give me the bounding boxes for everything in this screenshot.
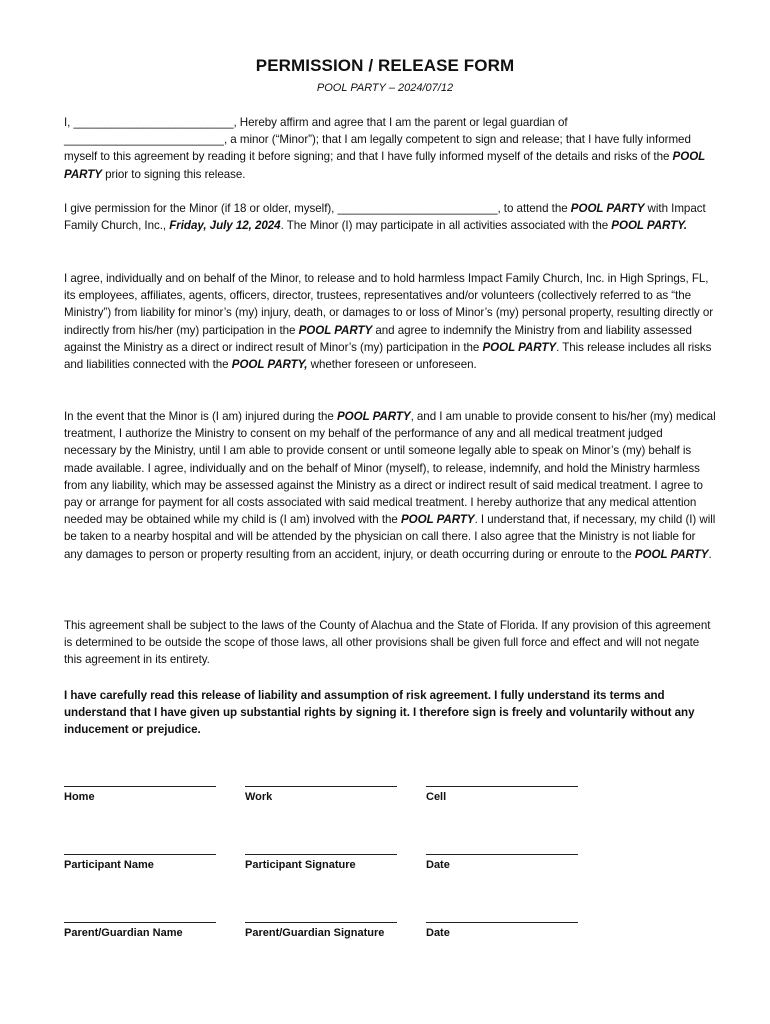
signature-row-phone (64, 780, 724, 820)
event-name: POOL PARTY (298, 323, 373, 337)
field-label: Work (245, 791, 273, 803)
participant-date-field[interactable] (426, 848, 586, 871)
guardian-date-field[interactable] (426, 916, 586, 939)
release-text-4: whether foreseen or unforeseen. (307, 358, 477, 372)
home-phone-field[interactable] (64, 780, 224, 803)
work-phone-field[interactable] (245, 780, 405, 803)
field-label: Date (426, 927, 450, 939)
medical-text-2: , and I am unable to provide consent to his/her (my) medical treatment, I authorize the Ministry to consent on my behalf of the performance of any and all medical treatment judged necessary by the Ministry, until I am able to provide consent or until someone legally able to speak on Minor’s (my) behalf is made available. I agree, individually and on the behalf of Minor (myself), to release, indemnify, and hold the Ministry harmless from any liability, which may be assessed against the Ministry as a direct or indirect result of said medical treatment. I agree to pay or arrange for payment for all costs associated with said medical treatment. I hereby authorize that any medical attention needed may be obtained while my child is (I am) involved with the (64, 410, 716, 527)
signature-line (426, 786, 578, 787)
permission-paragraph (64, 200, 716, 234)
release-text-2: and agree to indemnify the Ministry from and liability assessed against the Ministry as a direct or indirect result of Minor’s (my) participation in the (64, 323, 692, 354)
field-label: Home (64, 791, 95, 803)
release-text: I agree, individually and on behalf of the Minor, to release and to hold harmless Impact Family Church, Inc. in High Springs, FL, its employees, affiliates, agents, officers, director, trustees, representatives and/or volunteers (collectively referred to as “the Ministry”) from liability for minor’s (my) injury, death, or damages to or loss of Minor’s (my) personal property, resulting directly or indirectly from his/her (my) participation in the (64, 272, 714, 337)
medical-paragraph (64, 408, 716, 563)
signature-line (64, 854, 216, 855)
field-label: Cell (426, 791, 447, 803)
event-name: POOL PARTY (570, 202, 645, 215)
signature-line (64, 786, 216, 787)
release-text-3: . This release includes all risks and liabilities connected with the (64, 340, 712, 372)
affirmation-text: I, _________________________, Hereby affirm and agree that I am the parent or legal guardian of _________________________, a minor (“Minor”); that I am legally competent to sign and release; that I have fully informed myself to this agreement by reading it before signing; and that I have fully informed myself of the details and risks of the (64, 116, 691, 164)
signature-line (245, 786, 397, 787)
medical-text: In the event that the Minor is (I am) injured during the (64, 410, 337, 423)
signature-line (64, 922, 216, 923)
medical-text-3: . I understand that, if necessary, my child (I) will be taken to a nearby hospital and will be attended by the physician on call there. I also agree that the Ministry is not liable for any damages to person or property resulting from an accident, injury, or death occurring during or enroute to the (64, 513, 716, 561)
signature-row-guardian (64, 916, 724, 956)
form-title: PERMISSION / RELEASE FORM (255, 56, 515, 75)
guardian-signature-field[interactable] (245, 916, 405, 939)
guardian-name-field[interactable] (64, 916, 224, 939)
release-paragraph (64, 270, 716, 373)
signature-line (426, 854, 578, 855)
field-label: Parent/Guardian Signature (245, 927, 385, 939)
signature-line (426, 922, 578, 923)
permission-text: I give permission for the Minor (if 18 or older, myself), _________________________, to attend the (64, 202, 571, 215)
field-label: Date (426, 859, 450, 871)
event-date: Friday, July 12, 2024 (169, 219, 281, 233)
field-label: Participant Signature (245, 859, 356, 871)
event-name: POOL PARTY. (611, 219, 687, 233)
acknowledgement-paragraph: I have carefully read this release of liability and assumption of risk agreement. I fully understand its terms and understand that I have given up substantial rights by signing it. I therefore sign is freely and voluntarily without any inducement or prejudice. (64, 689, 695, 737)
event-name: POOL PARTY (400, 513, 475, 527)
medical-text-4: . (708, 547, 712, 561)
participant-name-field[interactable] (64, 848, 224, 871)
event-name: POOL PARTY (634, 547, 709, 561)
signature-line (245, 854, 397, 855)
cell-phone-field[interactable] (426, 780, 586, 803)
field-label: Participant Name (64, 859, 154, 871)
permission-text-2: with Impact Family Church, Inc., (64, 202, 706, 233)
signature-row-participant (64, 848, 724, 888)
signature-line (245, 922, 397, 923)
event-name: POOL PARTY, (231, 358, 308, 372)
event-name: POOL PARTY (336, 410, 411, 423)
event-name: POOL PARTY (64, 150, 705, 181)
governing-law-paragraph: This agreement shall be subject to the laws of the County of Alachua and the State of Florida. If any provision of this agreement is determined to be outside the scope of those laws, all other provisions shall be given full force and effect and will not negate this agreement in its entirety. (64, 619, 711, 667)
affirmation-text-end: prior to signing this release. (101, 167, 246, 181)
event-name: POOL PARTY (482, 340, 557, 354)
participant-signature-field[interactable] (245, 848, 405, 871)
field-label: Parent/Guardian Name (64, 927, 183, 939)
form-subtitle: POOL PARTY – 2024/07/12 (316, 82, 454, 94)
affirmation-paragraph (64, 114, 716, 183)
permission-text-3: . The Minor (I) may participate in all activities associated with the (280, 219, 612, 233)
